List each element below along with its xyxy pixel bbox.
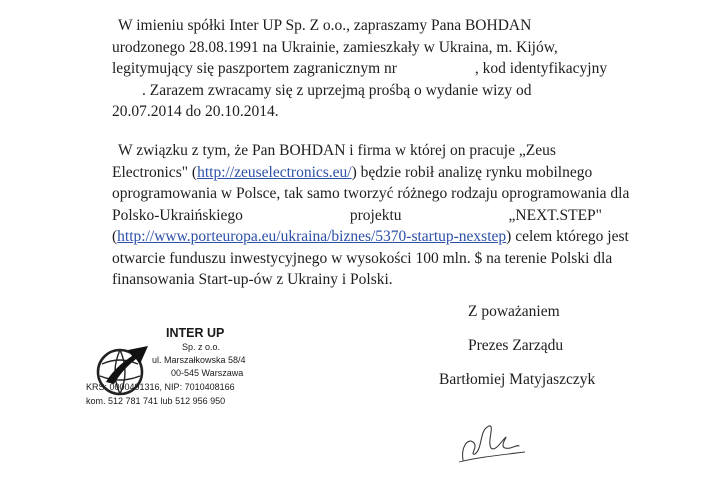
paragraph-line: urodzonego 28.08.1991 na Ukrainie, zamieszkały w Ukraina, m. Kijów, xyxy=(112,38,558,56)
paragraph-line: oprogramowania w Polsce, tak samo tworzyć różnego rodzaju oprogramowania dla xyxy=(112,185,630,202)
stamp-phones: kom. 512 781 741 lub 512 956 950 xyxy=(86,396,226,406)
paragraph-line: otwarcie funduszu inwestycyjnego w wysokości 100 mln. $ na terenie Polski dla xyxy=(112,249,613,267)
stamp-street: ul. Marszałkowska 58/4 xyxy=(152,355,246,365)
paragraph-line xyxy=(112,162,602,184)
paragraph-line xyxy=(112,58,608,80)
paragraph-invitation xyxy=(112,15,608,123)
signatory-name: Bartłomiej Matyjaszczyk xyxy=(439,371,596,388)
text-segment: ) będzie robił analizę rynku mobilnego xyxy=(351,163,593,181)
company-stamp xyxy=(86,326,286,426)
stamp-form: Sp. z o.o. xyxy=(182,342,221,352)
text-segment: „NEXT.STEP" xyxy=(508,206,602,224)
stamp-ids: KRS: 0000491316, NIP: 7010408166 xyxy=(86,382,235,392)
zeus-link[interactable]: http://zeuselectronics.eu/ xyxy=(197,163,352,181)
handwritten-signature xyxy=(455,418,535,470)
text-segment: legitymujący się paszportem zagranicznym nr xyxy=(112,60,397,77)
signatory-position: Prezes Zarządu xyxy=(468,337,564,354)
text-segment: , kod identyfikacyjny xyxy=(474,60,608,77)
paragraph-line: . Zarazem zwracamy się z uprzejmą prośbą o wydanie wizy od xyxy=(142,81,532,99)
paragraph-line xyxy=(112,205,602,227)
paragraph-line xyxy=(112,226,629,248)
paragraph-line: finansowania Start-up-ów z Ukrainy i Polski. xyxy=(112,271,393,288)
text-segment: projektu xyxy=(349,206,402,224)
paragraph-line: W związku z tym, że Pan BOHDAN i firma w której on pracuje „Zeus xyxy=(118,142,556,159)
paragraph-purpose xyxy=(112,140,630,291)
text-segment: ) celem którego jest xyxy=(506,228,629,245)
stamp-company: INTER UP xyxy=(166,326,225,340)
porteuropa-link[interactable]: http://www.porteuropa.eu/ukraina/biznes/5370-startup-nexstep xyxy=(117,228,507,245)
paragraph-line: W imieniu spółki Inter UP Sp. Z o.o., zapraszamy Pana BOHDAN xyxy=(118,17,532,34)
closing-regards: Z poważaniem xyxy=(468,303,560,320)
stamp-city: 00-545 Warszawa xyxy=(171,368,244,378)
text-segment: ( xyxy=(112,228,118,245)
paragraph-line: 20.07.2014 do 20.10.2014. xyxy=(112,103,279,120)
text-segment: Polsko-Ukraińskiego xyxy=(112,206,243,224)
text-segment: Electronics" ( xyxy=(112,163,198,181)
